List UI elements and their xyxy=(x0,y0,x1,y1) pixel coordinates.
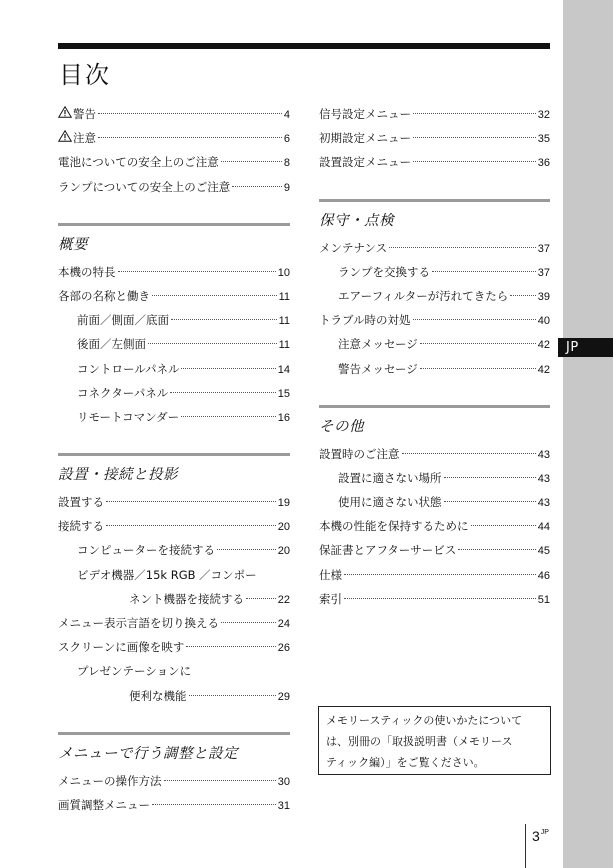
toc-entry[interactable] xyxy=(319,284,550,308)
toc-entry-page: 6 xyxy=(283,133,290,146)
toc-entry-page: 15 xyxy=(277,387,290,400)
page-number-suffix: JP xyxy=(540,829,549,836)
toc-entry[interactable] xyxy=(58,175,290,199)
dot-leader xyxy=(458,538,536,550)
toc-entry-label: ランプを交換する xyxy=(338,264,430,279)
toc-entry-label: スクリーンに画像を映す xyxy=(58,640,185,655)
toc-entry-page: 40 xyxy=(537,315,550,328)
toc-entry-page: 44 xyxy=(537,521,550,534)
toc-entry-page: 45 xyxy=(537,545,550,558)
dot-leader xyxy=(413,150,536,162)
toc-entry-label: エアーフィルターが汚れてきたら xyxy=(338,288,509,303)
toc-entry-page: 46 xyxy=(537,569,550,582)
dot-leader xyxy=(432,260,536,272)
toc-left-column xyxy=(58,102,290,817)
dot-leader xyxy=(413,308,536,320)
toc-entry[interactable] xyxy=(319,538,550,562)
toc-entry-page: 37 xyxy=(537,266,550,279)
toc-entry-label: 前面／側面／底面 xyxy=(77,313,169,328)
toc-entry-page: 31 xyxy=(277,799,290,812)
section-heading: 概要 xyxy=(58,236,88,253)
toc-entry[interactable] xyxy=(319,587,550,611)
toc-entry-label: メンテナンス xyxy=(319,240,388,255)
toc-entry-page: 32 xyxy=(537,109,550,121)
dot-leader xyxy=(98,126,282,138)
section-heading: 設置・接続と投影 xyxy=(58,467,178,484)
toc-entry-page: 20 xyxy=(277,545,290,558)
toc-entry-label: 仕様 xyxy=(319,567,342,582)
dot-leader xyxy=(444,466,536,478)
toc-entry-label: 本機の特長 xyxy=(58,264,116,279)
toc-entry-label: 初期設定メニュー xyxy=(319,131,411,146)
toc-entry-page: 19 xyxy=(277,497,290,510)
toc-entry[interactable] xyxy=(319,357,550,381)
section-heading: その他 xyxy=(319,418,364,435)
toc-entry-label: メニューの操作方法 xyxy=(58,773,162,788)
toc-entry[interactable] xyxy=(319,150,550,174)
toc-entry-label: 警告メッセージ xyxy=(338,361,418,376)
dot-leader xyxy=(389,236,536,248)
toc-entry-label: 電池についての安全上のご注意 xyxy=(58,155,219,170)
toc-entry-label: 設置設定メニュー xyxy=(319,155,411,170)
toc-entry-page: 35 xyxy=(537,133,550,146)
toc-entry[interactable] xyxy=(319,466,550,490)
dot-leader xyxy=(413,102,536,114)
toc-entry[interactable] xyxy=(58,769,290,793)
warning-triangle-icon xyxy=(58,106,72,118)
page-number-value: 3 xyxy=(532,828,540,844)
toc-entry-page: 42 xyxy=(537,339,550,352)
toc-entry[interactable] xyxy=(58,260,290,284)
toc-entry[interactable] xyxy=(319,260,550,284)
toc-entry[interactable] xyxy=(319,490,550,514)
toc-entry[interactable] xyxy=(58,284,290,308)
dot-leader xyxy=(344,587,536,599)
toc-entry[interactable] xyxy=(319,563,550,587)
section-heading: 保守・点検 xyxy=(319,212,394,229)
toc-entry-label: トラブル時の対処 xyxy=(319,313,411,328)
toc-entry-page: 14 xyxy=(277,363,290,376)
section-gap xyxy=(319,175,550,199)
toc-entry-label: リモートコマンダー xyxy=(77,409,180,424)
notice-line: は、別冊の「取扱説明書（メモリース xyxy=(326,735,513,748)
toc-entry[interactable] xyxy=(58,332,290,356)
footer-rule xyxy=(525,824,526,868)
toc-entry[interactable] xyxy=(58,490,290,514)
toc-entry-page: 51 xyxy=(537,593,550,606)
toc-entry[interactable] xyxy=(319,442,550,466)
toc-entry[interactable] xyxy=(58,514,290,538)
toc-entry[interactable] xyxy=(58,659,290,683)
section-heading: メニューで行う調整と設定 xyxy=(58,745,238,762)
dot-leader xyxy=(420,332,536,344)
toc-entry-label: ビデオ機器／15k RGB ／コンポー xyxy=(77,567,257,582)
toc-entry[interactable] xyxy=(58,102,290,126)
dot-leader xyxy=(344,563,536,575)
toc-entry-page: 11 xyxy=(278,315,290,328)
dot-leader xyxy=(246,587,276,599)
toc-entry-label: 設置に適さない場所 xyxy=(338,470,442,485)
toc-entry[interactable] xyxy=(319,308,550,332)
toc-entry-page: 36 xyxy=(537,157,550,170)
toc-entry-page: 43 xyxy=(537,448,550,461)
toc-entry[interactable] xyxy=(58,563,290,587)
side-strip xyxy=(563,0,613,868)
toc-entry[interactable] xyxy=(319,102,550,126)
toc-entry-label: 警告 xyxy=(73,107,96,121)
toc-entry-page: 43 xyxy=(537,472,550,485)
toc-entry-page: 4 xyxy=(283,109,290,121)
section-gap xyxy=(58,429,290,453)
toc-entry[interactable] xyxy=(58,308,290,332)
toc-entry-label: メニュー表示言語を切り換える xyxy=(58,616,219,630)
dot-leader xyxy=(106,514,276,526)
toc-entry[interactable] xyxy=(58,381,290,405)
toc-entry-page: 16 xyxy=(277,411,290,424)
toc-entry-label: コンピューターを接続する xyxy=(77,543,215,558)
toc-entry-label: ネント機器を接続する xyxy=(129,591,244,606)
dot-leader xyxy=(217,538,276,550)
top-rule xyxy=(58,43,550,49)
toc-entry-page: 43 xyxy=(537,497,550,510)
toc-entry[interactable] xyxy=(319,126,550,150)
toc-right-column xyxy=(319,102,550,611)
toc-entry-label: 画質調整メニュー xyxy=(58,797,150,812)
toc-entry[interactable] xyxy=(58,684,290,708)
dot-leader xyxy=(186,635,275,647)
toc-entry-label: 各部の名称と働き xyxy=(58,288,150,303)
toc-entry[interactable] xyxy=(58,587,290,611)
dot-leader xyxy=(221,611,276,623)
toc-entry-page: 20 xyxy=(277,521,290,534)
dot-leader xyxy=(444,490,536,502)
toc-entry[interactable] xyxy=(319,332,550,356)
toc-entry-label: 接続する xyxy=(58,519,104,534)
dot-leader xyxy=(152,284,277,296)
toc-entry-label: 信号設定メニュー xyxy=(319,107,411,121)
language-tab: JP xyxy=(558,338,613,357)
toc-entry-label: 使用に適さない状態 xyxy=(338,495,442,510)
toc-entry-page: 29 xyxy=(277,690,290,703)
dot-leader xyxy=(148,332,277,344)
dot-leader xyxy=(420,357,536,369)
toc-entry-page: 11 xyxy=(278,290,290,303)
toc-entry-page: 24 xyxy=(277,618,290,630)
toc-entry[interactable] xyxy=(58,150,290,174)
toc-entry-label: 設置時のご注意 xyxy=(319,446,400,461)
dot-leader xyxy=(118,260,276,272)
toc-entry-label: 索引 xyxy=(319,591,342,606)
dot-leader xyxy=(181,357,275,369)
dot-leader xyxy=(171,308,277,320)
toc-entry[interactable] xyxy=(58,793,290,817)
toc-entry[interactable] xyxy=(319,514,550,538)
toc-entry[interactable] xyxy=(319,236,550,260)
toc-entry-label: 設置する xyxy=(58,495,104,510)
page-title: 目次 xyxy=(59,61,111,89)
toc-entry-page: 42 xyxy=(537,363,550,376)
toc-entry-page: 10 xyxy=(277,266,290,279)
toc-entry-page: 22 xyxy=(277,593,290,606)
dot-leader xyxy=(402,442,536,454)
dot-leader xyxy=(152,793,276,805)
dot-leader xyxy=(164,769,276,781)
toc-entry-page: 8 xyxy=(283,157,290,170)
dot-leader xyxy=(232,175,282,187)
notice-line: メモリースティックの使いかたについて xyxy=(326,714,523,727)
toc-entry[interactable] xyxy=(58,405,290,429)
toc-entry-page: 37 xyxy=(537,242,550,255)
toc-entry-label: 後面／左側面 xyxy=(77,337,146,352)
dot-leader xyxy=(189,684,276,696)
toc-entry-label: 注意メッセージ xyxy=(338,337,418,352)
toc-entry-label: 本機の性能を保持するために xyxy=(319,519,469,534)
section-gap xyxy=(58,199,290,223)
toc-entry-page: 30 xyxy=(277,775,290,788)
section-gap xyxy=(58,708,290,732)
notice-line: ティック編）」をご覧ください。 xyxy=(326,756,485,769)
toc-entry[interactable] xyxy=(58,538,290,562)
toc-entry-page: 39 xyxy=(537,290,550,303)
toc-entry-page: 26 xyxy=(277,642,290,655)
dot-leader xyxy=(98,102,282,114)
toc-entry[interactable] xyxy=(58,635,290,659)
toc-entry-label: 保証書とアフターサービス xyxy=(319,543,457,558)
toc-entry-label: ランプについての安全上のご注意 xyxy=(58,179,231,194)
toc-entry-label: 便利な機能 xyxy=(129,688,187,703)
dot-leader xyxy=(181,405,276,417)
toc-entry[interactable] xyxy=(58,126,290,150)
section-gap xyxy=(319,381,550,405)
dot-leader xyxy=(413,126,536,138)
toc-entry-label: 注意 xyxy=(73,131,96,146)
dot-leader xyxy=(106,490,276,502)
toc-entry-label: コントロールパネル xyxy=(77,361,180,376)
warning-triangle-icon xyxy=(58,130,72,142)
dot-leader xyxy=(170,381,276,393)
memory-stick-notice xyxy=(318,706,551,775)
toc-entry[interactable] xyxy=(58,357,290,381)
dot-leader xyxy=(221,150,282,162)
page-number xyxy=(532,828,549,844)
toc-entry-label: プレゼンテーションに xyxy=(77,664,192,679)
toc-entry[interactable] xyxy=(58,611,290,635)
dot-leader xyxy=(471,514,536,526)
dot-leader xyxy=(510,284,536,296)
toc-entry-page: 11 xyxy=(278,339,290,352)
toc-entry-label: コネクターパネル xyxy=(77,385,169,400)
toc-entry-page: 9 xyxy=(283,181,290,194)
